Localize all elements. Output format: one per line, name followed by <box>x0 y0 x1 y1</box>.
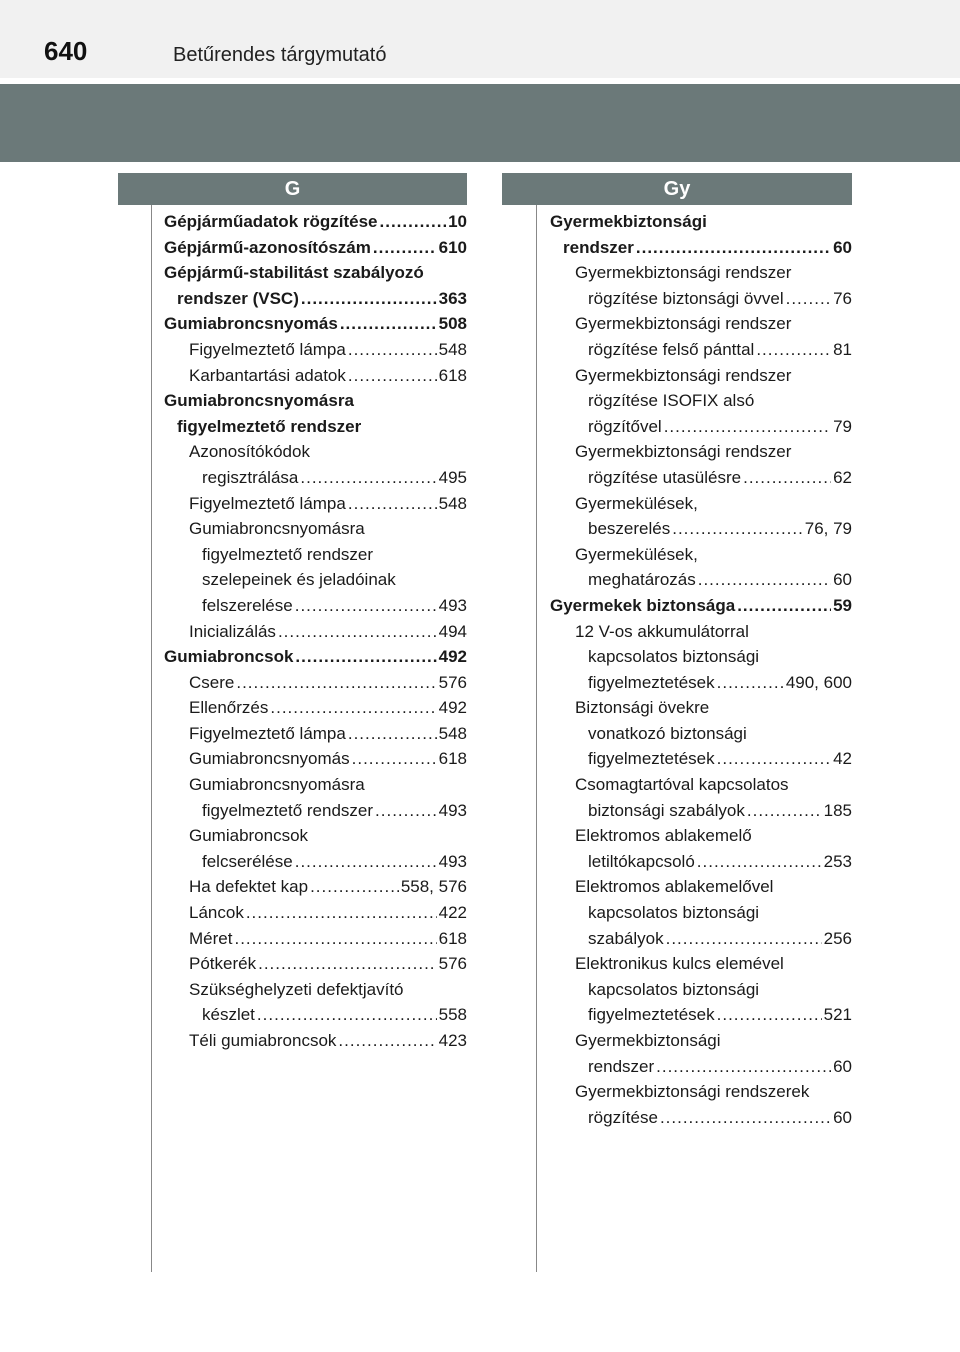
entry-text: biztonsági szabályok <box>588 800 745 820</box>
index-entry <box>550 670 852 696</box>
entry-text: készlet <box>202 1005 255 1025</box>
entry-text: Gyermekek biztonsága <box>550 595 736 615</box>
entry-text: rögzítése biztonsági övvel <box>588 288 784 308</box>
index-entry <box>550 542 852 568</box>
entry-text: Gyermekbiztonsági <box>550 212 707 231</box>
index-entry <box>550 286 852 312</box>
entry-text: Gépjárműadatok rögzítése <box>164 212 378 231</box>
index-entry <box>550 977 852 1003</box>
entry-page-number: 492 <box>438 647 467 667</box>
entry-page-number: 253 <box>823 851 852 871</box>
entry-page-number: 576 <box>438 954 467 974</box>
entry-text: rögzítése ISOFIX alsó <box>588 391 755 411</box>
index-entry <box>164 746 467 772</box>
entry-text: Gumiabroncsnyomásra <box>189 519 365 539</box>
index-entry <box>550 721 852 747</box>
entry-page-number: 490, 600 <box>785 672 852 692</box>
entry-text: Szükséghelyzeti defektjavító <box>189 979 404 999</box>
dot-leader <box>717 1002 822 1028</box>
entry-page-number: 493 <box>438 851 467 871</box>
entry-text: szabályok <box>588 928 664 948</box>
dot-leader <box>672 516 803 542</box>
entry-page-number: 618 <box>438 928 467 948</box>
entry-page-number: 493 <box>438 595 467 615</box>
entry-page-number: 81 <box>833 339 852 359</box>
index-entry <box>164 926 467 952</box>
entry-text: Ellenőrzés <box>189 698 269 718</box>
index-entry <box>164 798 467 824</box>
index-entry <box>550 465 852 491</box>
index-entry <box>550 491 852 517</box>
index-entry <box>550 874 852 900</box>
index-entry <box>164 414 467 440</box>
entry-page-number: 59 <box>833 595 852 615</box>
index-entry <box>550 798 852 824</box>
index-entry <box>550 644 852 670</box>
column-divider-right <box>536 205 537 1272</box>
entry-page-number: 493 <box>438 800 467 820</box>
dot-leader <box>373 235 437 261</box>
page-header-title: Betűrendes tárgymutató <box>173 44 387 66</box>
entry-text: figyelmeztetések <box>588 1005 715 1025</box>
entry-text: Figyelmeztető lámpa <box>189 339 346 359</box>
entry-page-number: 76 <box>833 288 852 308</box>
index-entry <box>550 235 852 261</box>
entry-text: Figyelmeztető lámpa <box>189 723 346 743</box>
index-entry <box>164 1028 467 1054</box>
index-column-gy <box>550 209 852 1130</box>
dot-leader <box>664 414 831 440</box>
index-entry <box>164 337 467 363</box>
entry-page-number: 576 <box>438 672 467 692</box>
dot-leader <box>717 746 831 772</box>
index-entry <box>550 567 852 593</box>
entry-text: Méret <box>189 928 233 948</box>
entry-text: Inicializálás <box>189 621 276 641</box>
dot-leader <box>352 746 437 772</box>
dot-leader <box>747 798 822 824</box>
dot-leader <box>737 593 831 619</box>
entry-page-number: 548 <box>438 339 467 359</box>
entry-page-number: 618 <box>438 749 467 769</box>
index-entry <box>550 363 852 389</box>
index-entry <box>164 670 467 696</box>
entry-text: Gyermekbiztonsági rendszer <box>575 263 792 283</box>
entry-text: Láncok <box>189 903 244 923</box>
dot-leader <box>656 1054 831 1080</box>
entry-text: figyelmeztető rendszer <box>202 544 374 564</box>
dot-leader <box>278 619 437 645</box>
index-entry <box>550 593 852 619</box>
index-entry <box>164 849 467 875</box>
index-entry <box>550 260 852 286</box>
entry-text: felszerelése <box>202 595 293 615</box>
entry-page-number: 508 <box>438 314 467 334</box>
dot-leader <box>666 926 822 952</box>
entry-page-number: 422 <box>438 903 467 923</box>
dot-leader <box>257 1002 437 1028</box>
entry-text: Csere <box>189 672 235 692</box>
entry-page-number: 42 <box>833 749 852 769</box>
entry-text: Elektromos ablakemelő <box>575 826 752 846</box>
entry-text: rendszer <box>563 237 634 257</box>
dot-leader <box>295 849 437 875</box>
dot-leader <box>743 465 831 491</box>
entry-text: Gyermekülések, <box>575 493 698 513</box>
entry-page-number: 60 <box>833 237 852 257</box>
entry-text: Gumiabroncsnyomásra <box>189 775 365 795</box>
index-entry <box>550 619 852 645</box>
entry-page-number: 423 <box>438 1031 467 1050</box>
column-divider-left <box>151 205 152 1272</box>
header-banner <box>0 84 960 162</box>
entry-text: Gumiabroncsnyomásra <box>164 391 354 411</box>
entry-text: figyelmeztető rendszer <box>202 800 374 820</box>
dot-leader <box>236 670 436 696</box>
entry-text: kapcsolatos biztonsági <box>588 903 760 923</box>
index-entry <box>164 491 467 517</box>
index-entry <box>550 951 852 977</box>
index-entry <box>164 209 467 235</box>
index-entry <box>164 951 467 977</box>
entry-page-number: 618 <box>438 365 467 385</box>
entry-page-number: 185 <box>823 800 852 820</box>
entry-text: kapcsolatos biztonsági <box>588 647 760 667</box>
entry-text: meghatározás <box>588 570 696 590</box>
dot-leader <box>697 849 822 875</box>
dot-leader <box>786 286 831 312</box>
index-entry <box>164 593 467 619</box>
entry-text: Gépjármű-azonosítószám <box>164 237 371 257</box>
index-entry <box>164 363 467 389</box>
entry-text: Gyermekbiztonsági rendszer <box>575 365 792 385</box>
dot-leader <box>340 311 437 337</box>
entry-text: Gumiabroncsok <box>189 826 309 846</box>
index-entry <box>550 926 852 952</box>
entry-text: Pótkerék <box>189 954 257 974</box>
entry-text: rendszer (VSC) <box>177 288 299 308</box>
dot-leader <box>258 951 437 977</box>
dot-leader <box>295 593 437 619</box>
section-header-g: G <box>118 173 467 205</box>
index-entry <box>550 772 852 798</box>
entry-text: Gyermekülések, <box>575 544 698 564</box>
entry-text: Ha defektet kap <box>189 877 309 897</box>
dot-leader <box>234 926 436 952</box>
index-entry <box>550 823 852 849</box>
entry-page-number: 548 <box>438 493 467 513</box>
entry-page-number: 494 <box>438 621 467 641</box>
index-entry <box>164 567 467 593</box>
index-entry <box>550 849 852 875</box>
page-number: 640 <box>44 36 88 66</box>
index-entry <box>550 900 852 926</box>
index-entry <box>550 414 852 440</box>
entry-page-number: 610 <box>438 237 467 257</box>
dot-leader <box>300 465 436 491</box>
entry-text: Gumiabroncsnyomás <box>189 749 350 769</box>
dot-leader <box>348 363 437 389</box>
entry-text: Azonosítókódok <box>189 442 310 462</box>
entry-text: Csomagtartóval kapcsolatos <box>575 775 789 795</box>
index-entry <box>164 465 467 491</box>
dot-leader <box>301 286 437 312</box>
entry-text: Gyermekbiztonsági rendszerek <box>575 1082 810 1102</box>
entry-text: Figyelmeztető lámpa <box>189 493 346 513</box>
entry-text: rögzítése utasülésre <box>588 467 742 487</box>
index-entry <box>164 439 467 465</box>
entry-text: Gyermekbiztonsági <box>575 1031 721 1050</box>
index-entry <box>164 721 467 747</box>
index-entry <box>164 1002 467 1028</box>
entry-text: rögzítővel <box>588 416 662 436</box>
index-entry <box>164 874 467 900</box>
dot-leader <box>348 337 437 363</box>
entry-page-number: 256 <box>823 928 852 948</box>
index-entry <box>550 209 852 235</box>
index-entry <box>550 1054 852 1080</box>
dot-leader <box>717 670 784 696</box>
entry-text: beszerelés <box>588 519 671 539</box>
entry-text: Gyermekbiztonsági rendszer <box>575 314 792 334</box>
entry-text: rendszer <box>588 1056 655 1076</box>
entry-text: Gumiabroncsnyomás <box>164 314 338 334</box>
entry-text: Gépjármű-stabilitást szabályozó <box>164 263 424 283</box>
dot-leader <box>756 337 831 363</box>
entry-page-number: 363 <box>438 288 467 308</box>
dot-leader <box>380 209 447 235</box>
index-entry <box>550 1079 852 1105</box>
dot-leader <box>698 567 831 593</box>
dot-leader <box>246 900 437 926</box>
index-entry <box>550 746 852 772</box>
entry-page-number: 79 <box>833 416 852 436</box>
page-header <box>0 0 960 78</box>
entry-text: figyelmeztető rendszer <box>177 416 362 436</box>
index-entry <box>550 695 852 721</box>
entry-page-number: 492 <box>438 698 467 718</box>
entry-text: szelepeinek és jeladóinak <box>202 570 396 590</box>
entry-page-number: 558, 576 <box>400 877 467 897</box>
dot-leader <box>310 874 399 900</box>
index-entry <box>550 1028 852 1054</box>
dot-leader <box>295 644 436 670</box>
entry-text: rögzítése felső pánttal <box>588 339 755 359</box>
entry-page-number: 76, 79 <box>804 519 852 539</box>
entry-text: Téli gumiabroncsok <box>189 1031 337 1050</box>
index-entry <box>550 439 852 465</box>
index-entry <box>550 1105 852 1131</box>
entry-text: Elektronikus kulcs elemével <box>575 954 784 974</box>
index-entry <box>550 516 852 542</box>
entry-text: Karbantartási adatok <box>189 365 346 385</box>
entry-text: figyelmeztetések <box>588 749 715 769</box>
index-entry <box>164 516 467 542</box>
entry-page-number: 60 <box>833 570 852 590</box>
index-entry <box>550 337 852 363</box>
dot-leader <box>636 235 831 261</box>
entry-page-number: 548 <box>438 723 467 743</box>
index-entry <box>164 644 467 670</box>
entry-text: figyelmeztetések <box>588 672 715 692</box>
index-entry <box>164 286 467 312</box>
index-entry <box>164 977 467 1003</box>
entry-text: Gumiabroncsok <box>164 647 294 667</box>
dot-leader <box>270 695 436 721</box>
entry-text: Gyermekbiztonsági rendszer <box>575 442 792 462</box>
entry-page-number: 60 <box>833 1056 852 1076</box>
index-entry <box>550 311 852 337</box>
entry-text: 12 V-os akkumulátorral <box>575 621 749 641</box>
section-header-gy: Gy <box>502 173 852 205</box>
entry-text: regisztrálása <box>202 467 299 487</box>
index-entry <box>550 1002 852 1028</box>
entry-page-number: 558 <box>438 1005 467 1025</box>
index-entry <box>164 900 467 926</box>
entry-text: kapcsolatos biztonsági <box>588 979 760 999</box>
index-entry <box>164 388 467 414</box>
dot-leader <box>348 491 437 517</box>
entry-page-number: 495 <box>438 467 467 487</box>
entry-page-number: 62 <box>833 467 852 487</box>
index-entry <box>550 388 852 414</box>
index-column-g <box>164 209 467 1054</box>
entry-text: letiltókapcsoló <box>588 851 695 871</box>
index-entry <box>164 260 467 286</box>
index-entry <box>164 311 467 337</box>
entry-text: felcserélése <box>202 851 293 871</box>
entry-page-number: 10 <box>448 212 467 231</box>
dot-leader <box>660 1105 831 1131</box>
index-entry <box>164 619 467 645</box>
index-entry <box>164 823 467 849</box>
entry-page-number: 521 <box>823 1005 852 1025</box>
entry-text: vonatkozó biztonsági <box>588 723 747 743</box>
entry-text: Elektromos ablakemelővel <box>575 877 774 897</box>
dot-leader <box>375 798 437 824</box>
index-entry <box>164 542 467 568</box>
entry-page-number: 60 <box>833 1107 852 1127</box>
entry-text: rögzítése <box>588 1107 658 1127</box>
index-entry <box>164 695 467 721</box>
dot-leader <box>338 1028 436 1054</box>
index-entry <box>164 235 467 261</box>
entry-text: Biztonsági övekre <box>575 698 710 718</box>
index-entry <box>164 772 467 798</box>
dot-leader <box>348 721 437 747</box>
